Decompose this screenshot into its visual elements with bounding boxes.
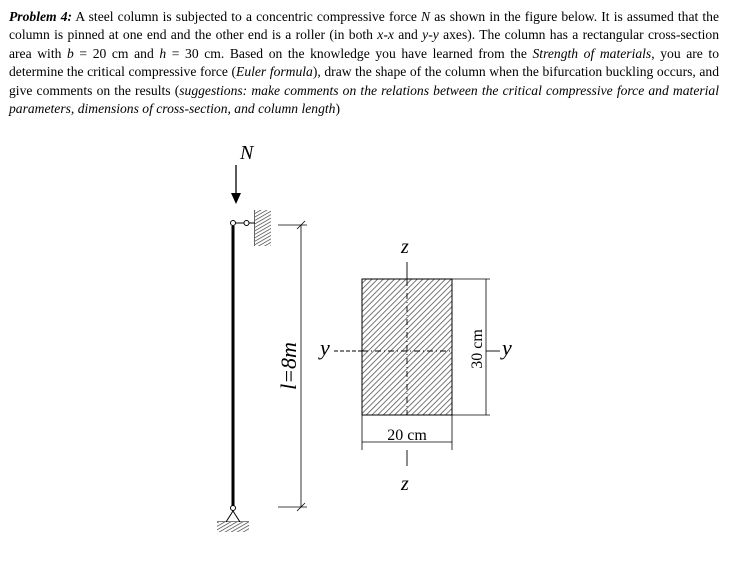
yy-axis-symbol: y-y <box>422 27 439 43</box>
top-wall-hatch <box>255 210 271 246</box>
top-roller-support <box>231 210 272 246</box>
strength-of-materials: Strength of materials <box>532 45 652 61</box>
euler-formula: Euler formula <box>236 64 313 80</box>
width-dimension-label: 20 cm <box>387 427 427 444</box>
text-part-2: as shown in the figure below. It is assumed that the column is pinned at one end and the other end is a roller (in both <box>9 9 720 43</box>
text-part-8: ), draw the shape of the column when the bifurcation buckling occurs, and give comments on the results ( <box>9 64 719 98</box>
xx-axis-symbol: x-x <box>377 27 394 43</box>
bottom-pin-support <box>217 506 249 533</box>
problem-label: Problem 4: <box>9 9 73 24</box>
force-label: N <box>240 142 254 164</box>
length-label: l=8m <box>276 342 301 390</box>
height-dimension-label: 30 cm <box>469 329 486 369</box>
force-arrow <box>231 165 241 204</box>
z-axis-label-bottom: z <box>401 473 409 495</box>
b-symbol: b <box>67 45 74 61</box>
y-axis-label-left: y <box>320 335 330 360</box>
force-symbol: N <box>421 9 431 24</box>
text-part-6: = 30 cm. Based on the knowledge you have learned from the <box>166 45 533 61</box>
text-part-9: ) <box>335 101 341 117</box>
suggestions-text: suggestions: make comments on the relations between the critical compressive force and material parameters, dimensions of cross-section, and column length <box>9 82 719 117</box>
h-symbol: h <box>159 45 167 61</box>
text-part-7: , you are to determine the critical compressive force ( <box>9 45 720 80</box>
text-part-5: = 20 cm and <box>73 45 160 61</box>
bottom-ground-hatch <box>217 522 249 532</box>
text-part-3: and <box>393 27 423 43</box>
y-axis-label-right: y <box>502 335 512 360</box>
text-part-4: axes). The column has a rectangular cross-section area with <box>9 27 719 61</box>
z-axis-label-top: z <box>401 236 409 258</box>
text-part-1: A steel column is subjected to a concentric compressive force <box>72 9 422 24</box>
